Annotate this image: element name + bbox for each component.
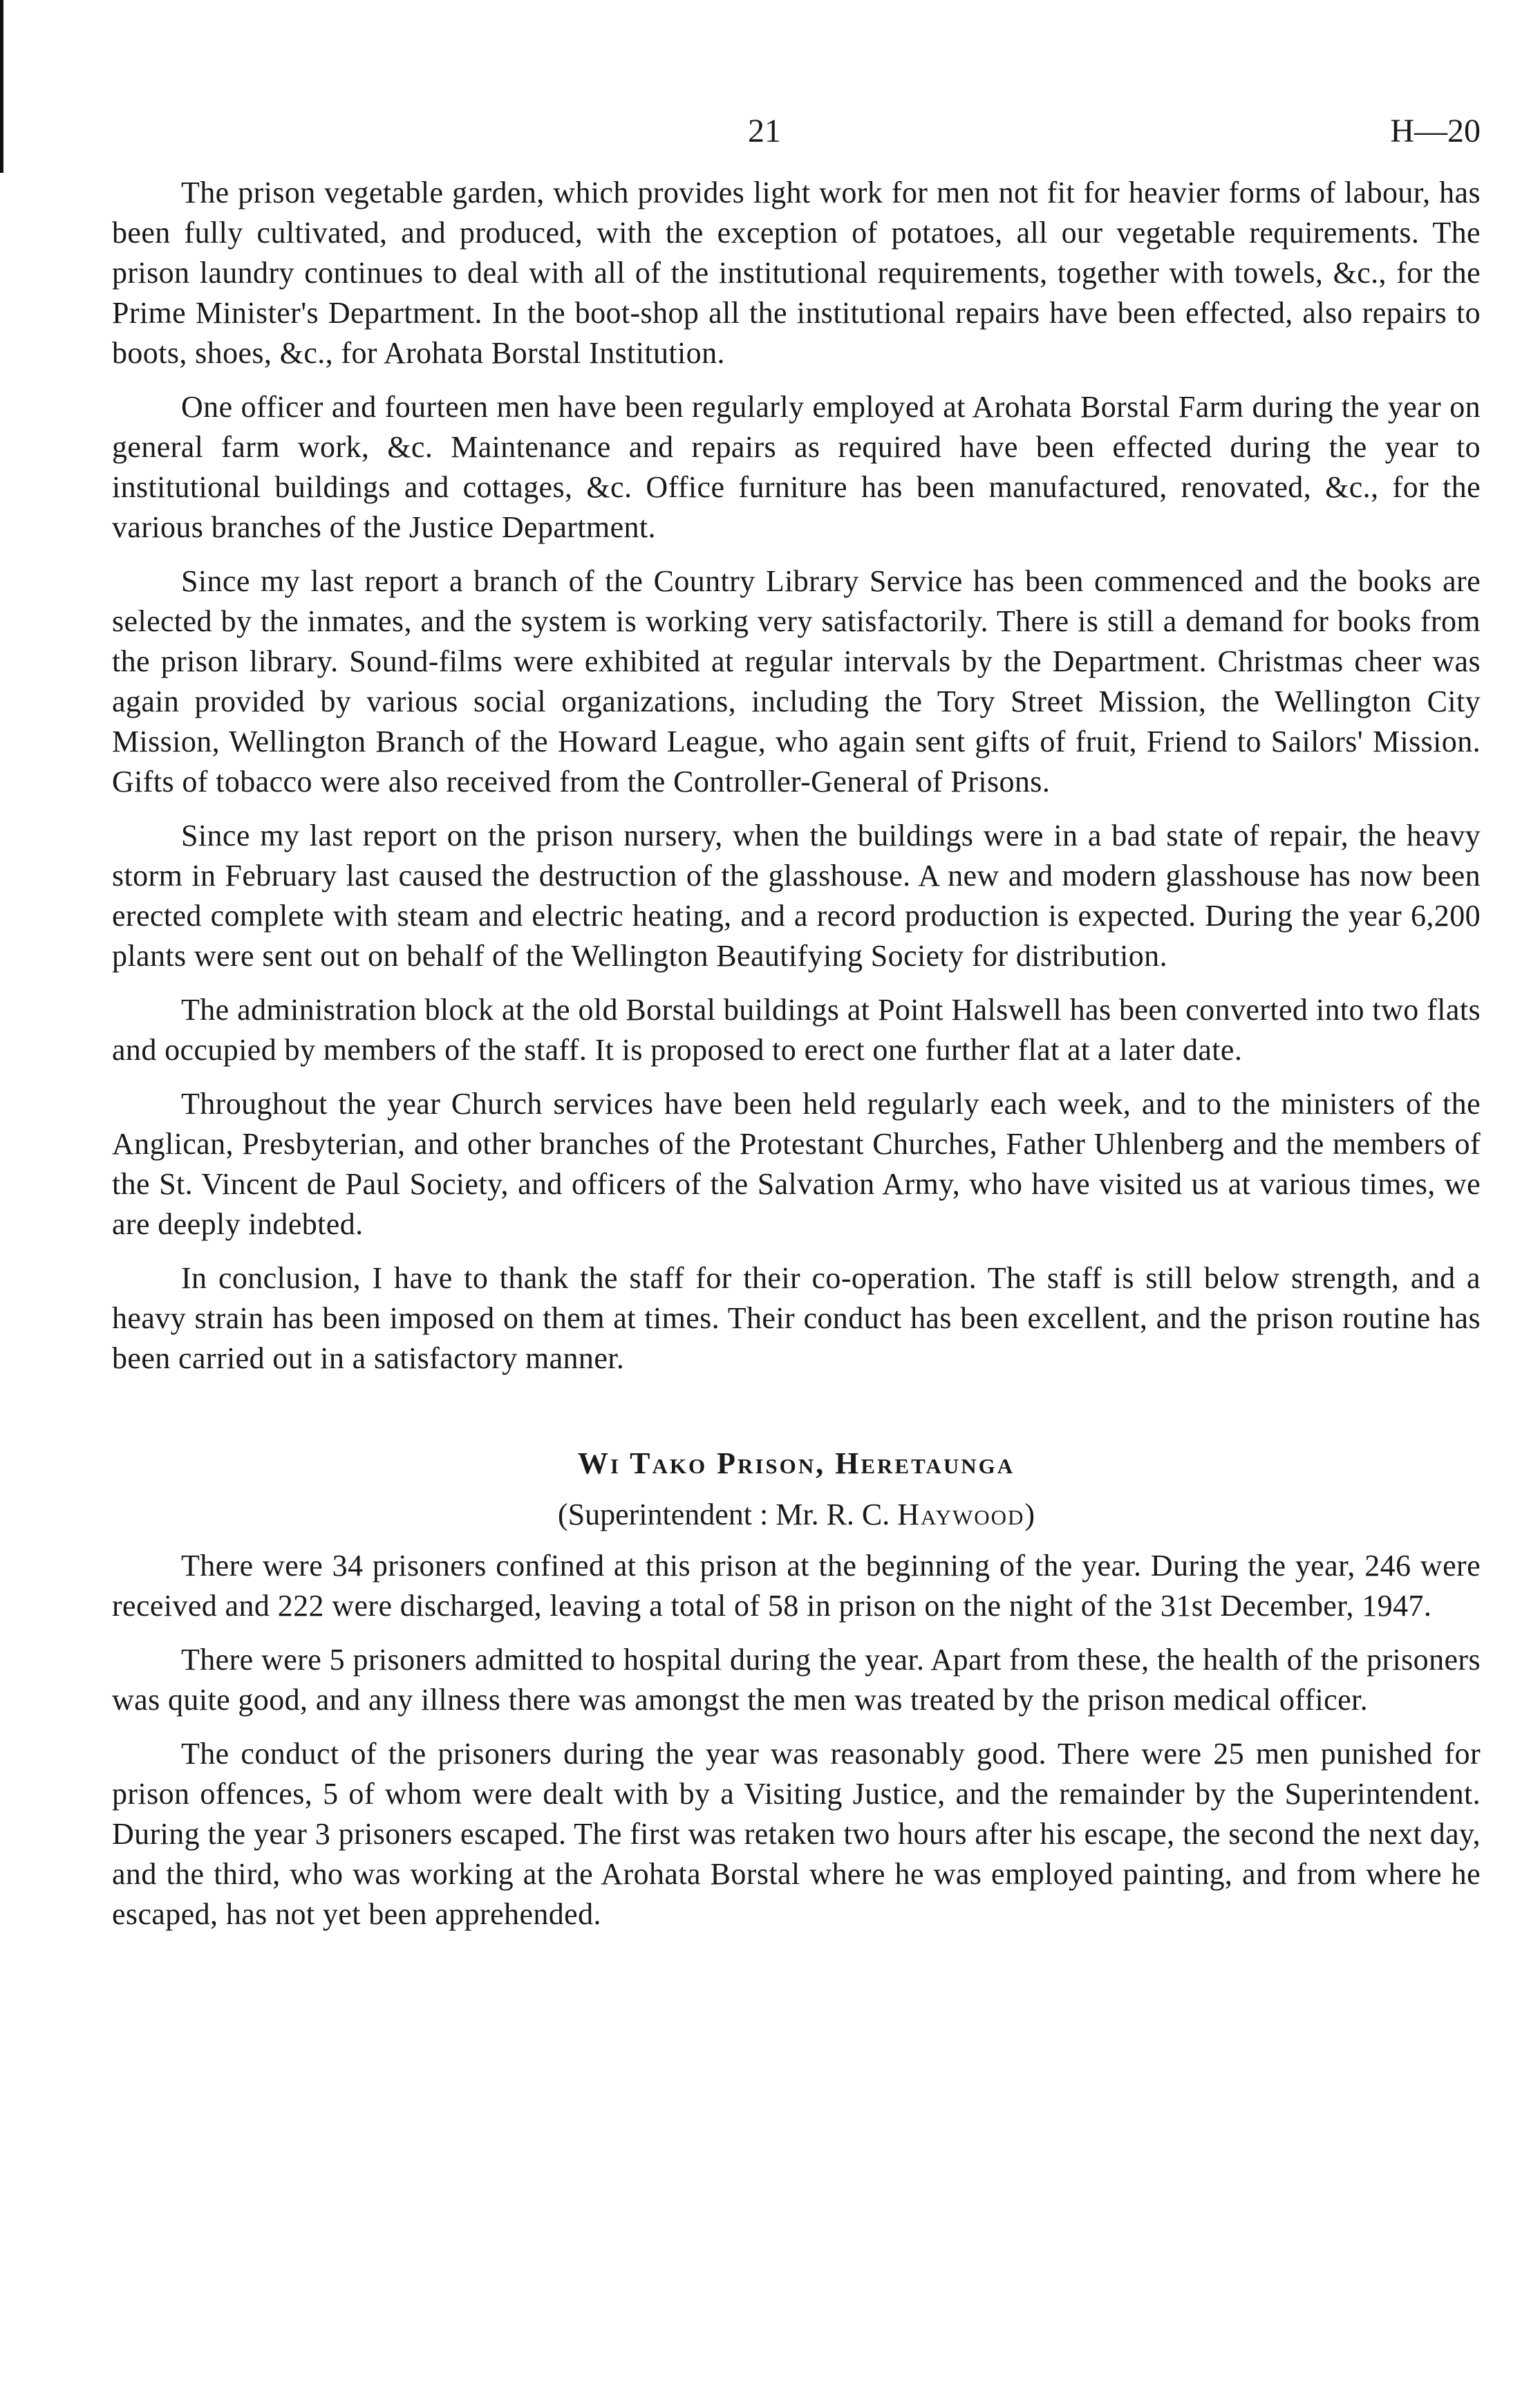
paragraph-conduct: The conduct of the prisoners during the year was reasonably good. There were 25 men punished for prison offences, 5 of whom were dealt with by a Visiting Justice, and the remainder by the Superintendent. During the year 3 prisoners escaped. The first was retaken two hours after his escape, the second the next day, and the third, who was working at the Arohata Borstal where he was employed painting, and from where he escaped, has not yet been apprehended. xyxy=(112,1737,1481,1931)
superintendent-name: Haywood xyxy=(897,1498,1025,1531)
section-subtitle xyxy=(112,1491,1481,1539)
subtitle-suffix: ) xyxy=(1024,1498,1035,1531)
report-body xyxy=(112,173,1481,1379)
wi-tako-section xyxy=(112,1442,1481,1934)
page-edge-rule xyxy=(0,0,3,173)
paragraph-library-service: Since my last report a branch of the Country Library Service has been commenced and the books are selected by the inmates, and the system is working very satisfactorily. There is still a demand for books from the prison library. Sound-films were exhibited at regular intervals by the Department. Christmas cheer was again provided by various social organizations, including the Tory Street Mission, the Wellington City Mission, Wellington Branch of the Howard League, who again sent gifts of fruit, Friend to Sailors' Mission. Gifts of tobacco were also received from the Controller-General of Prisons. xyxy=(112,564,1481,799)
document-reference: H—20 xyxy=(1390,113,1481,149)
paragraph-administration-block: The administration block at the old Borstal buildings at Point Halswell has been converted into two flats and occupied by members of the staff. It is proposed to erect one further flat at a later date. xyxy=(112,993,1481,1067)
subtitle-prefix: (Superintendent : Mr. R. C. xyxy=(557,1498,898,1531)
paragraph-arohata-farm: One officer and fourteen men have been regularly employed at Arohata Borstal Farm during the year on general farm work, &c. Maintenance and repairs as required have been effected during the year to institutional buildings and cottages, &c. Office furniture has been manufactured, renovated, &c., for the various branches of the Justice Department. xyxy=(112,390,1481,544)
paragraph-prisoner-count: There were 34 prisoners confined at this prison at the beginning of the year. During the year, 246 were received and 222 were discharged, leaving a total of 58 in prison on the night of the 31st December, 1947. xyxy=(112,1549,1481,1623)
section-title: Wi Tako Prison, Heretaunga xyxy=(577,1446,1015,1480)
paragraph-prison-nursery: Since my last report on the prison nursery, when the buildings were in a bad state of repair, the heavy storm in February last caused the destruction of the glasshouse. A new and modern glasshouse has now been erected complete with steam and electric heating, and a record production is expected. During the year 6,200 plants were sent out on behalf of the Wellington Beautifying Society for distribution. xyxy=(112,819,1481,973)
paragraph-vegetable-garden: The prison vegetable garden, which provides light work for men not fit for heavier forms of labour, has been fully cultivated, and produced, with the exception of potatoes, all our vegetable requirements. The prison laundry continues to deal with all of the institutional requirements, together with towels, &c., for the Prime Minister's Department. In the boot-shop all the institutional repairs have been effected, also repairs to boots, shoes, &c., for Arohata Borstal Institution. xyxy=(112,176,1481,370)
page-number: 21 xyxy=(748,113,781,149)
paragraph-health: There were 5 prisoners admitted to hospital during the year. Apart from these, the health of the prisoners was quite good, and any illness there was amongst the men was treated by the prison medical officer. xyxy=(112,1643,1481,1717)
page-header xyxy=(112,104,1481,173)
paragraph-conclusion: In conclusion, I have to thank the staff for their co-operation. The staff is still below strength, and a heavy strain has been imposed on them at times. Their conduct has been excellent, and the prison routine has been carried out in a satisfactory manner. xyxy=(112,1261,1481,1375)
document-page xyxy=(112,104,1481,1948)
paragraph-church-services: Throughout the year Church services have been held regularly each week, and to the ministers of the Anglican, Presbyterian, and other branches of the Protestant Churches, Father Uhlenberg and the members of the St. Vincent de Paul Society, and officers of the Salvation Army, who have visited us at various times, we are deeply indebted. xyxy=(112,1087,1481,1241)
